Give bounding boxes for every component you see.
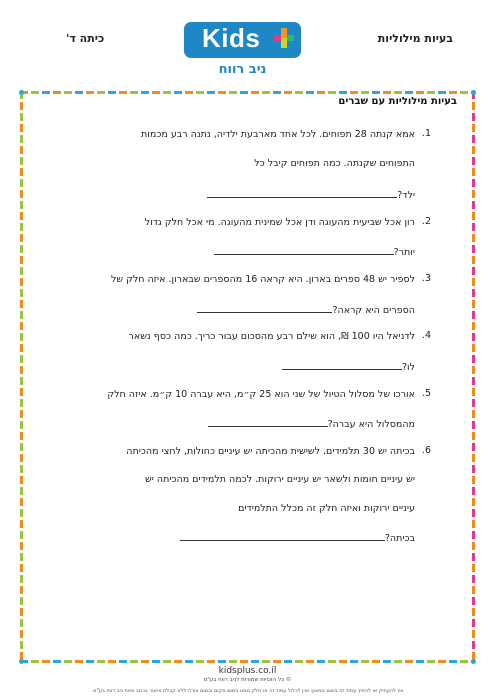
frame-corner (19, 659, 24, 664)
answer-blank[interactable] (197, 302, 332, 313)
footer-rights-notice: אין להעתיק או להפיץ עמוד זה בשום אמצעי ואין לכלול עמוד זה או חלק ממנו בשום מקום ובשום צורה ללא קבלת אישור בכתב מאת ניב רווח בע"מ. (91, 688, 404, 694)
question-number: 5. (421, 388, 431, 399)
answer-blank[interactable] (208, 416, 328, 427)
question-6-line-4: בכיתה? (384, 533, 415, 544)
question-1-line-2: התפוחים שקנתה. כמה תפוחים קיבל כל (254, 158, 415, 169)
question-4-line-2: לו? (401, 362, 415, 373)
answer-row (197, 302, 415, 316)
question-1-line-1: אמא קנתה 28 תפוחים. לכל אחד מארבעת ילדיה, נתנה רבע מכמות (141, 129, 415, 140)
logo-subtitle: ניב רווח (218, 62, 267, 77)
frame-corner (471, 90, 476, 95)
question-5-line-1: אורכו של מסלול הטיול של שני הוא 25 ק״מ, היא עברה 10 ק״מ. איזה חלק (107, 389, 415, 400)
grade-header: כיתה ד' (66, 32, 105, 45)
answer-blank[interactable] (214, 244, 394, 255)
answer-blank[interactable] (180, 530, 385, 541)
question-3-line-2: הספרים היא קראה? (332, 305, 415, 316)
answer-blank[interactable] (282, 359, 402, 370)
answer-row (180, 530, 415, 544)
question-number: 1. (421, 128, 431, 139)
answer-blank[interactable] (207, 187, 397, 198)
subject-header: בעיות מילוליות (377, 32, 453, 45)
answer-row (214, 244, 415, 258)
question-6-line-1: בכיתה יש 30 תלמידים. לשישית מהכיתה יש עיניים כחולות, לחצי מהכיתה (126, 446, 415, 457)
frame-corner (19, 90, 24, 95)
question-number: 6. (421, 445, 431, 456)
frame-left-border (20, 91, 23, 663)
plus-icon (274, 28, 294, 48)
logo-text: Kids (202, 23, 261, 53)
answer-row (208, 416, 415, 430)
frame-right-border (472, 91, 475, 663)
answer-row (207, 187, 415, 201)
question-6-line-2: יש עיניים חומות ולשאר יש עיניים ירוקות. לכמה תלמידים מהכיתה יש (145, 474, 415, 485)
question-2-line-2: יותר? (393, 247, 415, 258)
question-1-line-3: ילד? (397, 190, 415, 201)
question-number: 2. (421, 216, 431, 227)
frame-corner (471, 659, 476, 664)
footer-website: kidsplus.co.il (218, 666, 277, 676)
question-3-line-1: לספיר יש 48 ספרים בארון. היא קראה 16 מהספרים שבארון. איזה חלק של (110, 274, 415, 285)
question-number: 4. (421, 330, 431, 341)
question-5-line-2: מהמסלול היא עברה? (327, 419, 415, 430)
question-number: 3. (421, 273, 431, 284)
kids-plus-logo (184, 22, 301, 77)
worksheet-title: בעיות מילוליות עם שברים (338, 96, 457, 107)
question-2-line-1: רון אכל שביעית מהעוגה ודן אכל שמינית מהעוגה. מי אכל חלק גדול (144, 217, 415, 228)
footer-copyright: © כל הזכויות שמורות לניב רווח בע"מ (203, 677, 292, 683)
answer-row (282, 359, 415, 373)
frame-top-border (20, 91, 475, 94)
question-4-line-1: לדניאל היו 100 ₪, הוא שילם רבע מהסכום עבור כריך. כמה כסף נשאר (128, 331, 415, 342)
question-6-line-3: עיניים ירוקות ואיזה חלק זה מכלל התלמידים (238, 503, 415, 514)
frame-bottom-border (20, 660, 475, 663)
